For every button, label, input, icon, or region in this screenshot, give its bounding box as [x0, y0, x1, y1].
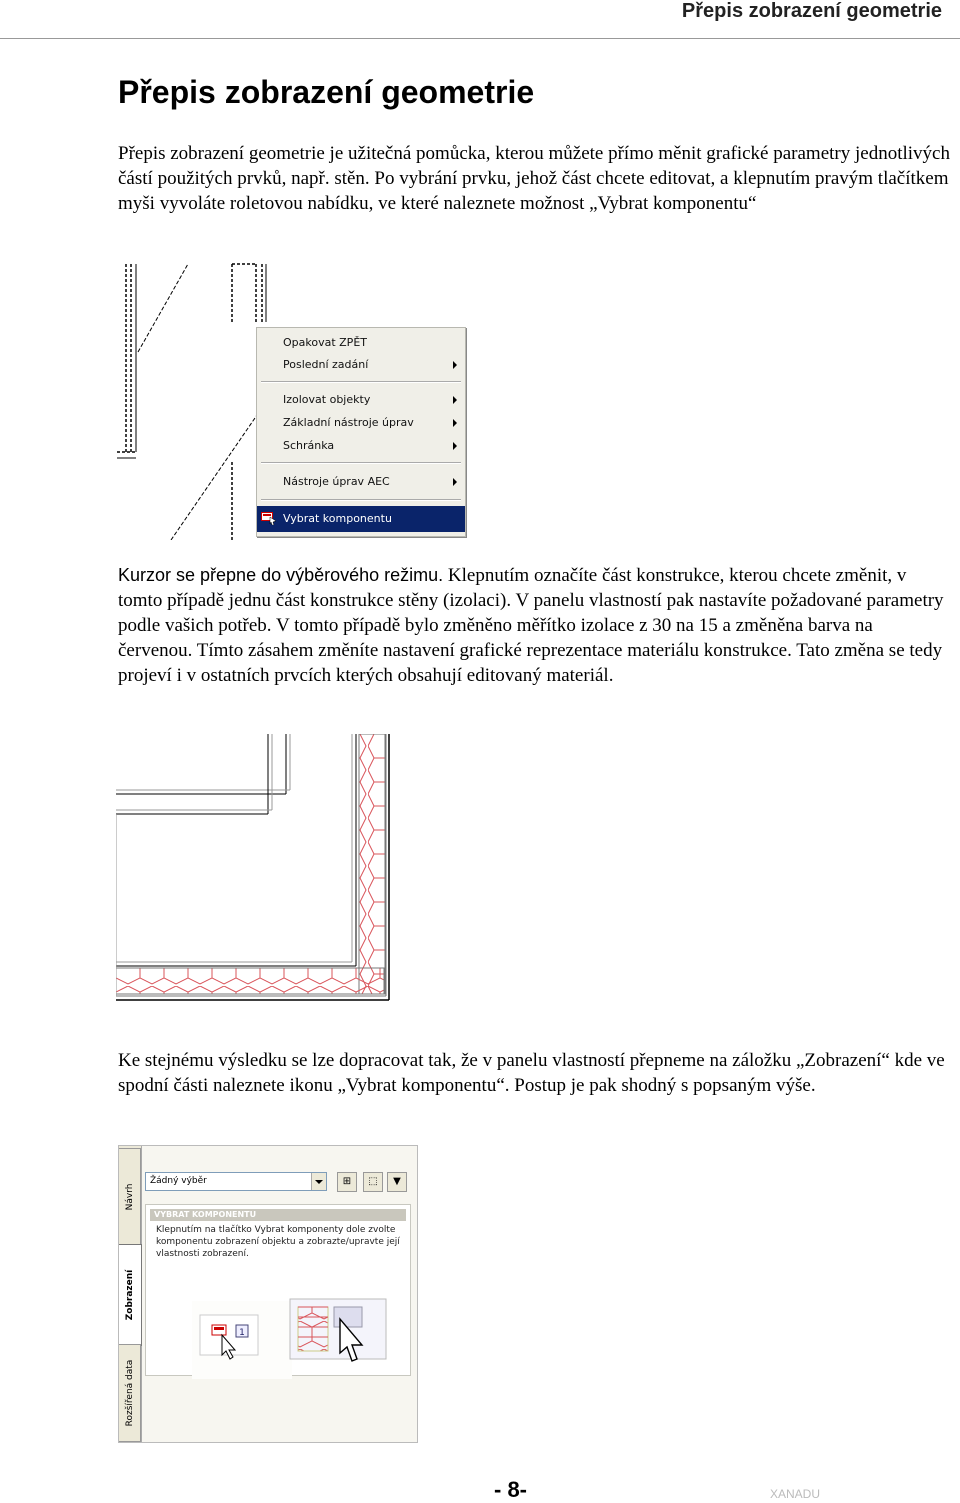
selection-mode-paragraph: Kurzor se přepne do výběrového režimu. Klepnutím označíte část konstrukce, kterou chcete změnit, v tomto případě jednu část konstrukce stěny (izolaci). V panelu vlastností pak nastavíte požadované parametry podle vašich potřeb. V tomto případě bylo změněno měřítko izolace z 30 na 15 a změněna barva na červenou. Tímto zásahem změníte nastavení grafické reprezentace materiálu konstrukce. Tato změna se tedy projeví i v ostatních prvcích kterých obsahují editovaný materiál.	[118, 565, 944, 686]
selection-combo[interactable]: Žádný výběr	[145, 1172, 327, 1191]
menu-separator	[261, 381, 461, 383]
intro-paragraph: Přepis zobrazení geometrie je užitečná pomůcka, kterou můžete přímo měnit grafické parametry jednotlivých částí použitých prvků, např. stěn. Po vybrání prvku, jehož část chcete editovat, a klepnutím pravým tlačítkem myši vyvoláte roletovou nabídku, ve které naleznete možnost „Vybrat komponentu“	[118, 143, 950, 214]
select-component-preview-icon	[288, 1293, 388, 1373]
header-rule	[0, 38, 960, 39]
wall-corner-drawing	[116, 734, 391, 1002]
page-title: Přepis zobrazení geometrie	[118, 74, 535, 110]
tab-design[interactable]: Návrh	[119, 1148, 141, 1246]
submenu-arrow-icon	[453, 396, 457, 404]
menu-item-basic-modify-tools[interactable]: Základní nástroje úprav	[283, 416, 414, 429]
menu-separator	[261, 499, 461, 501]
select-component-group	[145, 1204, 411, 1376]
menu-item-select-component[interactable]: Vybrat komponentu	[257, 506, 465, 532]
context-menu-figure	[116, 262, 468, 540]
submenu-arrow-icon	[453, 442, 457, 450]
quick-select-icon[interactable]: ⬚	[363, 1172, 383, 1192]
menu-item-isolate-objects[interactable]: Izolovat objekty	[283, 393, 371, 406]
select-component-button[interactable]	[192, 1301, 292, 1379]
alternative-method-paragraph: Ke stejnému výsledku se lze dopracovat tak, že v panelu vlastností přepneme na záložku „Zobrazení“ kde ve spodní části naleznete ikonu „Vybrat komponentu“. Postup je pak shodný s popsaným výše.	[118, 1050, 945, 1096]
chevron-down-icon[interactable]	[311, 1173, 326, 1190]
context-menu	[256, 327, 466, 537]
properties-panel	[118, 1145, 418, 1443]
menu-separator	[261, 462, 461, 464]
footer-brand: XANADU	[770, 1487, 821, 1501]
menu-item-undo[interactable]: Opakovat ZPĚT	[283, 336, 367, 349]
select-component-icon	[261, 512, 277, 525]
tab-extended-data[interactable]: Rozšířená data	[119, 1344, 141, 1442]
filter-icon[interactable]: ▼	[387, 1172, 407, 1192]
menu-item-aec-modify-tools[interactable]: Nástroje úprav AEC	[283, 475, 390, 488]
menu-item-clipboard[interactable]: Schránka	[283, 439, 335, 452]
menu-item-recent-input[interactable]: Poslední zadání	[283, 358, 369, 371]
group-title: VYBRAT KOMPONENTU	[150, 1209, 406, 1221]
page-number: - 8-	[494, 1477, 527, 1502]
svg-text:1: 1	[239, 1328, 245, 1338]
add-selection-icon[interactable]: ⊞	[337, 1172, 357, 1192]
wall-corner-figure	[116, 734, 391, 1002]
properties-tabs	[119, 1146, 142, 1442]
running-header: Přepis zobrazení geometrie	[681, 0, 942, 22]
tab-display[interactable]: Zobrazení	[119, 1244, 142, 1346]
submenu-arrow-icon	[453, 419, 457, 427]
submenu-arrow-icon	[453, 361, 457, 369]
group-description: Klepnutím na tlačítko Vybrat komponenty dole zvolte komponentu zobrazení objektu a zobrazte/upravte její vlastnosti zobrazení.	[156, 1225, 400, 1259]
submenu-arrow-icon	[453, 478, 457, 486]
